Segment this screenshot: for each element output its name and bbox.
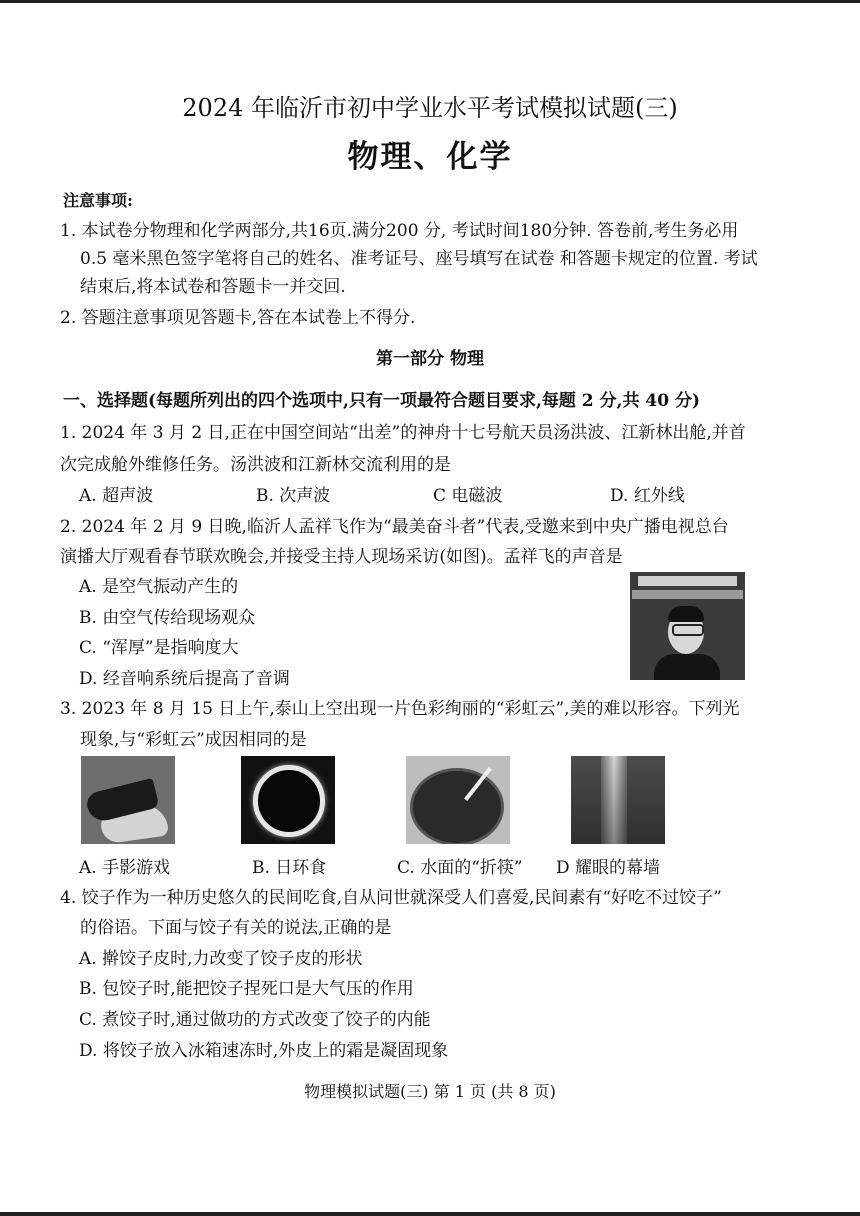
question-1-option-a: A. 超声波 <box>79 486 154 506</box>
photo-person-glasses <box>672 624 704 636</box>
notice-heading: 注意事项: <box>63 191 133 210</box>
glass-curtain-wall-image <box>571 756 665 844</box>
question-4-line: 4. 饺子作为一种历史悠久的民间吃食,自从问世就深受人们喜爱,民间素有“好吃不过饺子” <box>60 888 722 908</box>
exam-title: 2024 年临沂市初中学业水平考试模拟试题(三) <box>182 94 678 122</box>
question-4-option-c: C. 煮饺子时,通过做功的方式改变了饺子的内能 <box>79 1010 431 1030</box>
exam-subject: 物理、化学 <box>347 139 513 175</box>
part-heading: 第一部分 物理 <box>376 349 484 369</box>
eclipse-ring <box>253 765 325 837</box>
question-3-option-c: C. 水面的“折筷” <box>397 858 523 878</box>
page-footer: 物理模拟试题(三) 第 1 页 (共 8 页) <box>304 1082 556 1101</box>
question-4-option-b: B. 包饺子时,能把饺子捏死口是大气压的作用 <box>79 979 414 999</box>
question-1-option-d: D. 红外线 <box>610 486 685 506</box>
bottom-border <box>0 1212 860 1216</box>
question-2-line: 2. 2024 年 2 月 9 日晚,临沂人孟祥飞作为“最美奋斗者”代表,受邀来到中央广播电视总台 <box>60 517 729 537</box>
bent-chopstick-image <box>406 756 510 844</box>
question-3-line: 现象,与“彩虹云”成因相同的是 <box>80 730 307 750</box>
photo-caption-bar <box>638 576 737 586</box>
notice-line: 1. 本试卷分物理和化学两部分,共16页.满分200 分, 考试时间180分钟. 答卷前,考生务必用 <box>60 221 739 241</box>
question-3-line: 3. 2023 年 8 月 15 日上午,泰山上空出现一片色彩绚丽的“彩虹云”,美的难以形容。下列光 <box>60 699 740 719</box>
interview-photo <box>630 572 745 680</box>
question-1-line: 次完成舱外维修任务。汤洪波和江新林交流利用的是 <box>60 455 451 475</box>
top-border <box>0 0 860 3</box>
question-1-option-b: B. 次声波 <box>256 486 331 506</box>
water-bowl <box>410 768 504 844</box>
question-2-line: 演播大厅观看春节联欢晚会,并接受主持人现场采访(如图)。孟祥飞的声音是 <box>60 547 623 567</box>
notice-line: 0.5 毫米黑色签字笔将自己的姓名、准考证号、座号填写在试卷 和答题卡规定的位置. 考试 <box>80 249 758 269</box>
question-3-option-a: A. 手影游戏 <box>79 858 171 878</box>
question-2-option-d: D. 经音响系统后提高了音调 <box>79 669 290 689</box>
question-3-option-d: D 耀眼的幕墙 <box>556 858 661 878</box>
hand-shadow-image <box>81 756 175 844</box>
annular-eclipse-image <box>241 756 335 844</box>
photo-person-hair <box>668 606 704 622</box>
question-1-option-c: C 电磁波 <box>433 486 503 506</box>
question-4-option-d: D. 将饺子放入冰箱速冻时,外皮上的霜是凝固现象 <box>79 1041 449 1061</box>
image-shade <box>571 756 665 844</box>
question-1-line: 1. 2024 年 3 月 2 日,正在中国空间站“出差”的神舟十七号航天员汤洪波、江新林出舱,并首 <box>60 423 746 443</box>
question-4-line: 的俗语。下面与饺子有关的说法,正确的是 <box>80 918 392 938</box>
section-heading: 一、选择题(每题所列出的四个选项中,只有一项最符合题目要求,每题 2 分,共 40 分) <box>63 391 701 411</box>
photo-person-body <box>654 654 720 680</box>
question-2-option-a: A. 是空气振动产生的 <box>79 577 239 597</box>
photo-caption-bar <box>632 590 743 599</box>
notice-line: 2. 答题注意事项见答题卡,答在本试卷上不得分. <box>60 308 416 328</box>
notice-line: 结束后,将本试卷和答题卡一并交回. <box>80 277 346 297</box>
question-2-option-b: B. 由空气传给现场观众 <box>79 608 256 628</box>
question-3-option-b: B. 日环食 <box>252 858 327 878</box>
question-2-option-c: C. “浑厚”是指响度大 <box>79 638 239 658</box>
question-4-option-a: A. 擀饺子皮时,力改变了饺子皮的形状 <box>79 949 363 969</box>
